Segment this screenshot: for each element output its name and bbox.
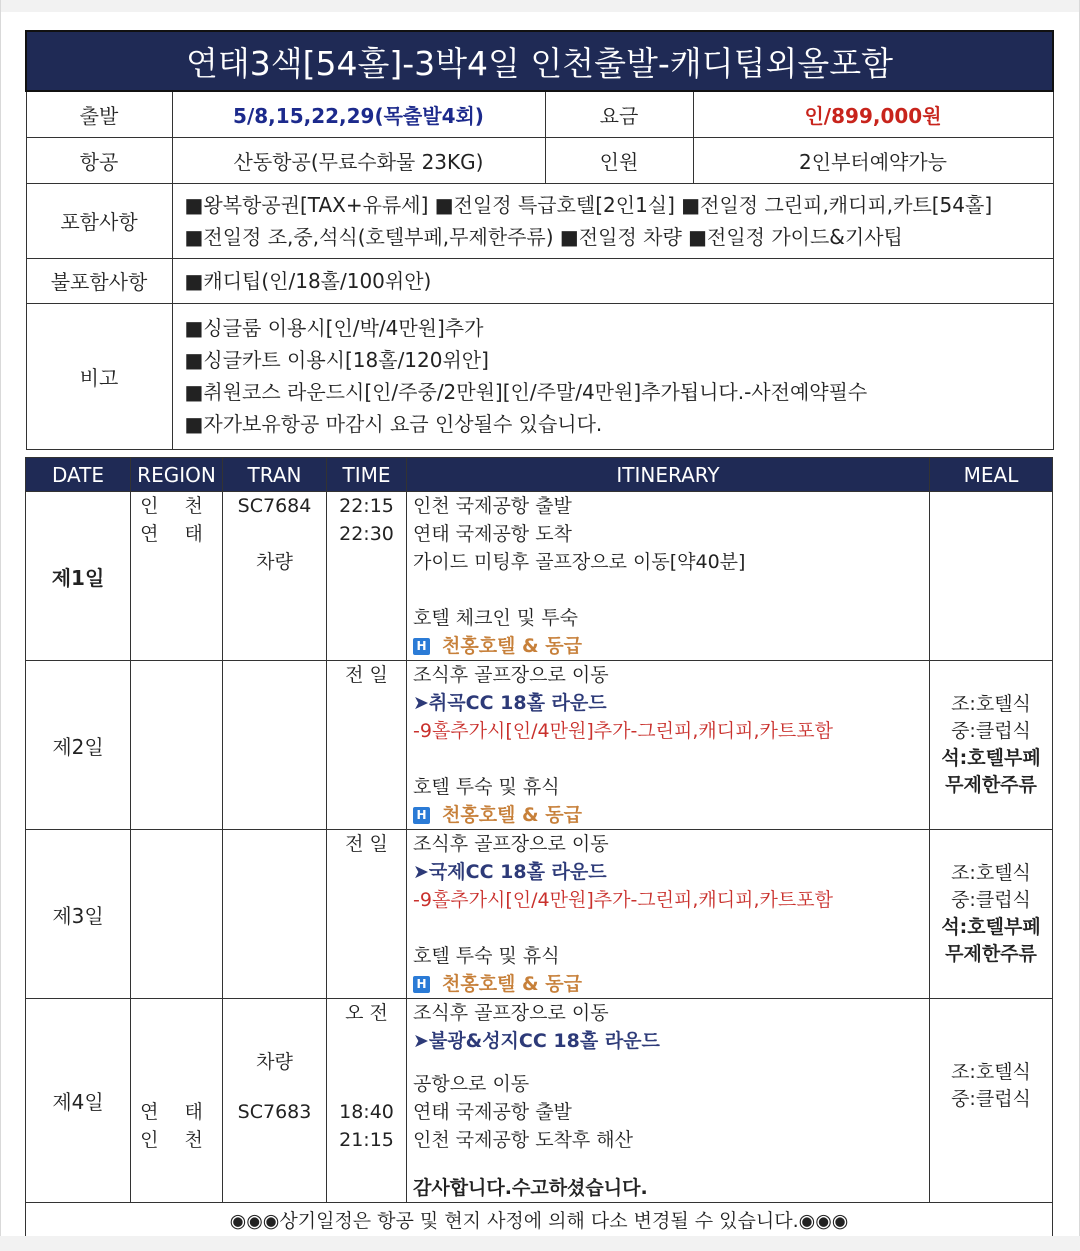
note-line: ■싱글카트 이용시[18홀/120위안] bbox=[184, 348, 489, 372]
airline-label: 항공 bbox=[26, 137, 172, 183]
tran-cell bbox=[223, 830, 327, 999]
day-label: 제1일 bbox=[26, 492, 131, 661]
hotel-line bbox=[413, 970, 923, 998]
col-header-time: TIME bbox=[327, 458, 407, 492]
included-items bbox=[172, 183, 1053, 258]
col-header-itinerary: ITINERARY bbox=[407, 458, 930, 492]
itinerary-line bbox=[413, 914, 923, 942]
meal-cell bbox=[930, 999, 1053, 1203]
itinerary-line: 호텔 투숙 및 휴식 bbox=[413, 945, 560, 967]
closing-message: 감사합니다.수고하셨습니다. bbox=[413, 1177, 648, 1199]
itinerary-cell bbox=[407, 492, 930, 661]
golf-course-line: ➤국제CC 18홀 라운드 bbox=[413, 861, 607, 883]
hotel-icon: H bbox=[413, 807, 430, 824]
note-line: ■취원코스 라운드시[인/주중/2만원][인/주말/4만원]추가됩니다.-사전예약필수 bbox=[184, 380, 868, 404]
included-line: ■왕복항공권[TAX+유류세] ■전일정 특급호텔[2인1실] ■전일정 그린피,캐디피,카트[54홀] bbox=[184, 192, 993, 217]
meal-line: 조:호텔식 bbox=[951, 862, 1031, 884]
day-row bbox=[26, 661, 1053, 830]
departure-label: 출발 bbox=[26, 91, 172, 137]
note-line: ■싱글룸 이용시[인/박/4만원]추가 bbox=[184, 316, 484, 340]
schedule-change-notice: ◉◉◉상기일정은 항공 및 현지 사정에 의해 다소 변경될 수 있습니다.◉◉◉ bbox=[26, 1203, 1053, 1240]
itinerary-line: 연태 국제공항 출발 bbox=[413, 1101, 572, 1123]
hotel-name: 천홍호텔 & 동급 bbox=[442, 635, 582, 657]
people-label: 인원 bbox=[545, 137, 693, 183]
day-row bbox=[26, 492, 1053, 661]
excluded-label: 불포함사항 bbox=[26, 258, 172, 303]
extra-holes-note: -9홀추가시[인/4만원]추가-그린피,캐디피,카트포함 bbox=[413, 889, 833, 911]
tour-title: 연태3색[54홀]-3박4일 인천출발-캐디팁외올포함 bbox=[26, 31, 1053, 91]
hotel-line bbox=[413, 632, 923, 660]
fee-value: 인/899,000원 bbox=[693, 91, 1053, 137]
day-label: 제2일 bbox=[26, 661, 131, 830]
tran-spacer bbox=[229, 520, 320, 548]
golf-course-line: ➤취곡CC 18홀 라운드 bbox=[413, 692, 607, 714]
itinerary-table bbox=[25, 457, 1053, 1240]
note-line: ■자가보유항공 마감시 요금 인상될수 있습니다. bbox=[184, 412, 603, 436]
itinerary-line: 조식후 골프장으로 이동 bbox=[413, 664, 609, 686]
region-cell bbox=[131, 661, 223, 830]
day-row bbox=[26, 999, 1053, 1203]
itinerary-line: 호텔 체크인 및 투숙 bbox=[413, 607, 578, 629]
tran-cell bbox=[223, 492, 327, 661]
meal-cell bbox=[930, 661, 1053, 830]
meal-line: 중:클럽식 bbox=[951, 889, 1031, 911]
time-cell bbox=[327, 492, 407, 661]
itinerary-line: 공항으로 이동 bbox=[413, 1073, 530, 1095]
bottom-margin bbox=[0, 1236, 1080, 1251]
included-label: 포함사항 bbox=[26, 183, 172, 258]
airline-value: 산동항공(무료수화물 23KG) bbox=[172, 137, 545, 183]
time-cell bbox=[327, 999, 407, 1203]
golf-course-line: ➤불광&성지CC 18홀 라운드 bbox=[413, 1030, 660, 1052]
extra-holes-note: -9홀추가시[인/4만원]추가-그린피,캐디피,카트포함 bbox=[413, 720, 833, 742]
time-cell bbox=[327, 830, 407, 999]
time-line: 22:15 bbox=[339, 495, 394, 517]
meal-line: 중:클럽식 bbox=[951, 720, 1031, 742]
itinerary-cell bbox=[407, 830, 930, 999]
day-row bbox=[26, 830, 1053, 999]
meal-line: 무제한주류 bbox=[945, 943, 1037, 965]
tour-info-table bbox=[25, 30, 1054, 450]
note-label: 비고 bbox=[26, 303, 172, 449]
time-line: 22:30 bbox=[339, 523, 394, 545]
region-cell bbox=[131, 999, 223, 1203]
time-line: 오 전 bbox=[345, 1002, 388, 1024]
itinerary-line: 인천 국제공항 도착후 해산 bbox=[413, 1129, 634, 1151]
flight-number: SC7684 bbox=[237, 495, 312, 517]
tran-cell bbox=[223, 999, 327, 1203]
time-cell bbox=[327, 661, 407, 830]
flight-number: SC7683 bbox=[237, 1101, 312, 1123]
itinerary-line: 인천 국제공항 출발 bbox=[413, 495, 572, 517]
itinerary-line: 조식후 골프장으로 이동 bbox=[413, 833, 609, 855]
col-header-region: REGION bbox=[131, 458, 223, 492]
time-line: 전 일 bbox=[345, 833, 388, 855]
hotel-name: 천홍호텔 & 동급 bbox=[442, 973, 582, 995]
time-line: 18:40 bbox=[339, 1101, 394, 1123]
itinerary-line: 호텔 투숙 및 휴식 bbox=[413, 776, 560, 798]
region-line: 연 태 bbox=[140, 1101, 213, 1123]
hotel-icon: H bbox=[413, 638, 430, 655]
meal-line: 석:호텔부페 bbox=[941, 747, 1041, 769]
hotel-name: 천홍호텔 & 동급 bbox=[442, 804, 582, 826]
col-header-tran: TRAN bbox=[223, 458, 327, 492]
region-line: 인 천 bbox=[140, 495, 213, 517]
meal-line: 조:호텔식 bbox=[951, 1061, 1031, 1083]
day-label: 제3일 bbox=[26, 830, 131, 999]
itinerary-line: 연태 국제공항 도착 bbox=[413, 523, 572, 545]
vehicle-label: 차량 bbox=[256, 1051, 293, 1073]
meal-line: 석:호텔부페 bbox=[941, 916, 1041, 938]
departure-value: 5/8,15,22,29(목출발4회) bbox=[172, 91, 545, 137]
itinerary-line: 조식후 골프장으로 이동 bbox=[413, 1002, 609, 1024]
itinerary-line bbox=[413, 745, 923, 773]
fee-label: 요금 bbox=[545, 91, 693, 137]
region-cell bbox=[131, 492, 223, 661]
meal-line: 중:클럽식 bbox=[951, 1088, 1031, 1110]
day-label: 제4일 bbox=[26, 999, 131, 1203]
meal-line: 조:호텔식 bbox=[951, 693, 1031, 715]
region-line: 연 태 bbox=[140, 523, 213, 545]
region-line: 인 천 bbox=[140, 1129, 213, 1151]
people-value: 2인부터예약가능 bbox=[693, 137, 1053, 183]
excluded-value: ■캐디팁(인/18홀/100위안) bbox=[172, 258, 1053, 303]
region-cell bbox=[131, 830, 223, 999]
time-line: 21:15 bbox=[339, 1129, 394, 1151]
itinerary-line bbox=[413, 576, 923, 604]
itinerary-line: 가이드 미팅후 골프장으로 이동[약40분] bbox=[413, 551, 746, 573]
note-items bbox=[172, 303, 1053, 449]
itinerary-cell bbox=[407, 999, 930, 1203]
time-line: 전 일 bbox=[345, 664, 388, 686]
col-header-meal: MEAL bbox=[930, 458, 1053, 492]
tran-cell bbox=[223, 661, 327, 830]
hotel-icon: H bbox=[413, 976, 430, 993]
itinerary-cell bbox=[407, 661, 930, 830]
meal-cell bbox=[930, 492, 1053, 661]
meal-cell bbox=[930, 830, 1053, 999]
col-header-date: DATE bbox=[26, 458, 131, 492]
hotel-line bbox=[413, 801, 923, 829]
meal-line: 무제한주류 bbox=[945, 774, 1037, 796]
vehicle-label: 차량 bbox=[256, 551, 293, 573]
included-line: ■전일정 조,중,석식(호텔부페,무제한주류) ■전일정 차량 ■전일정 가이드&기사팁 bbox=[184, 224, 903, 249]
